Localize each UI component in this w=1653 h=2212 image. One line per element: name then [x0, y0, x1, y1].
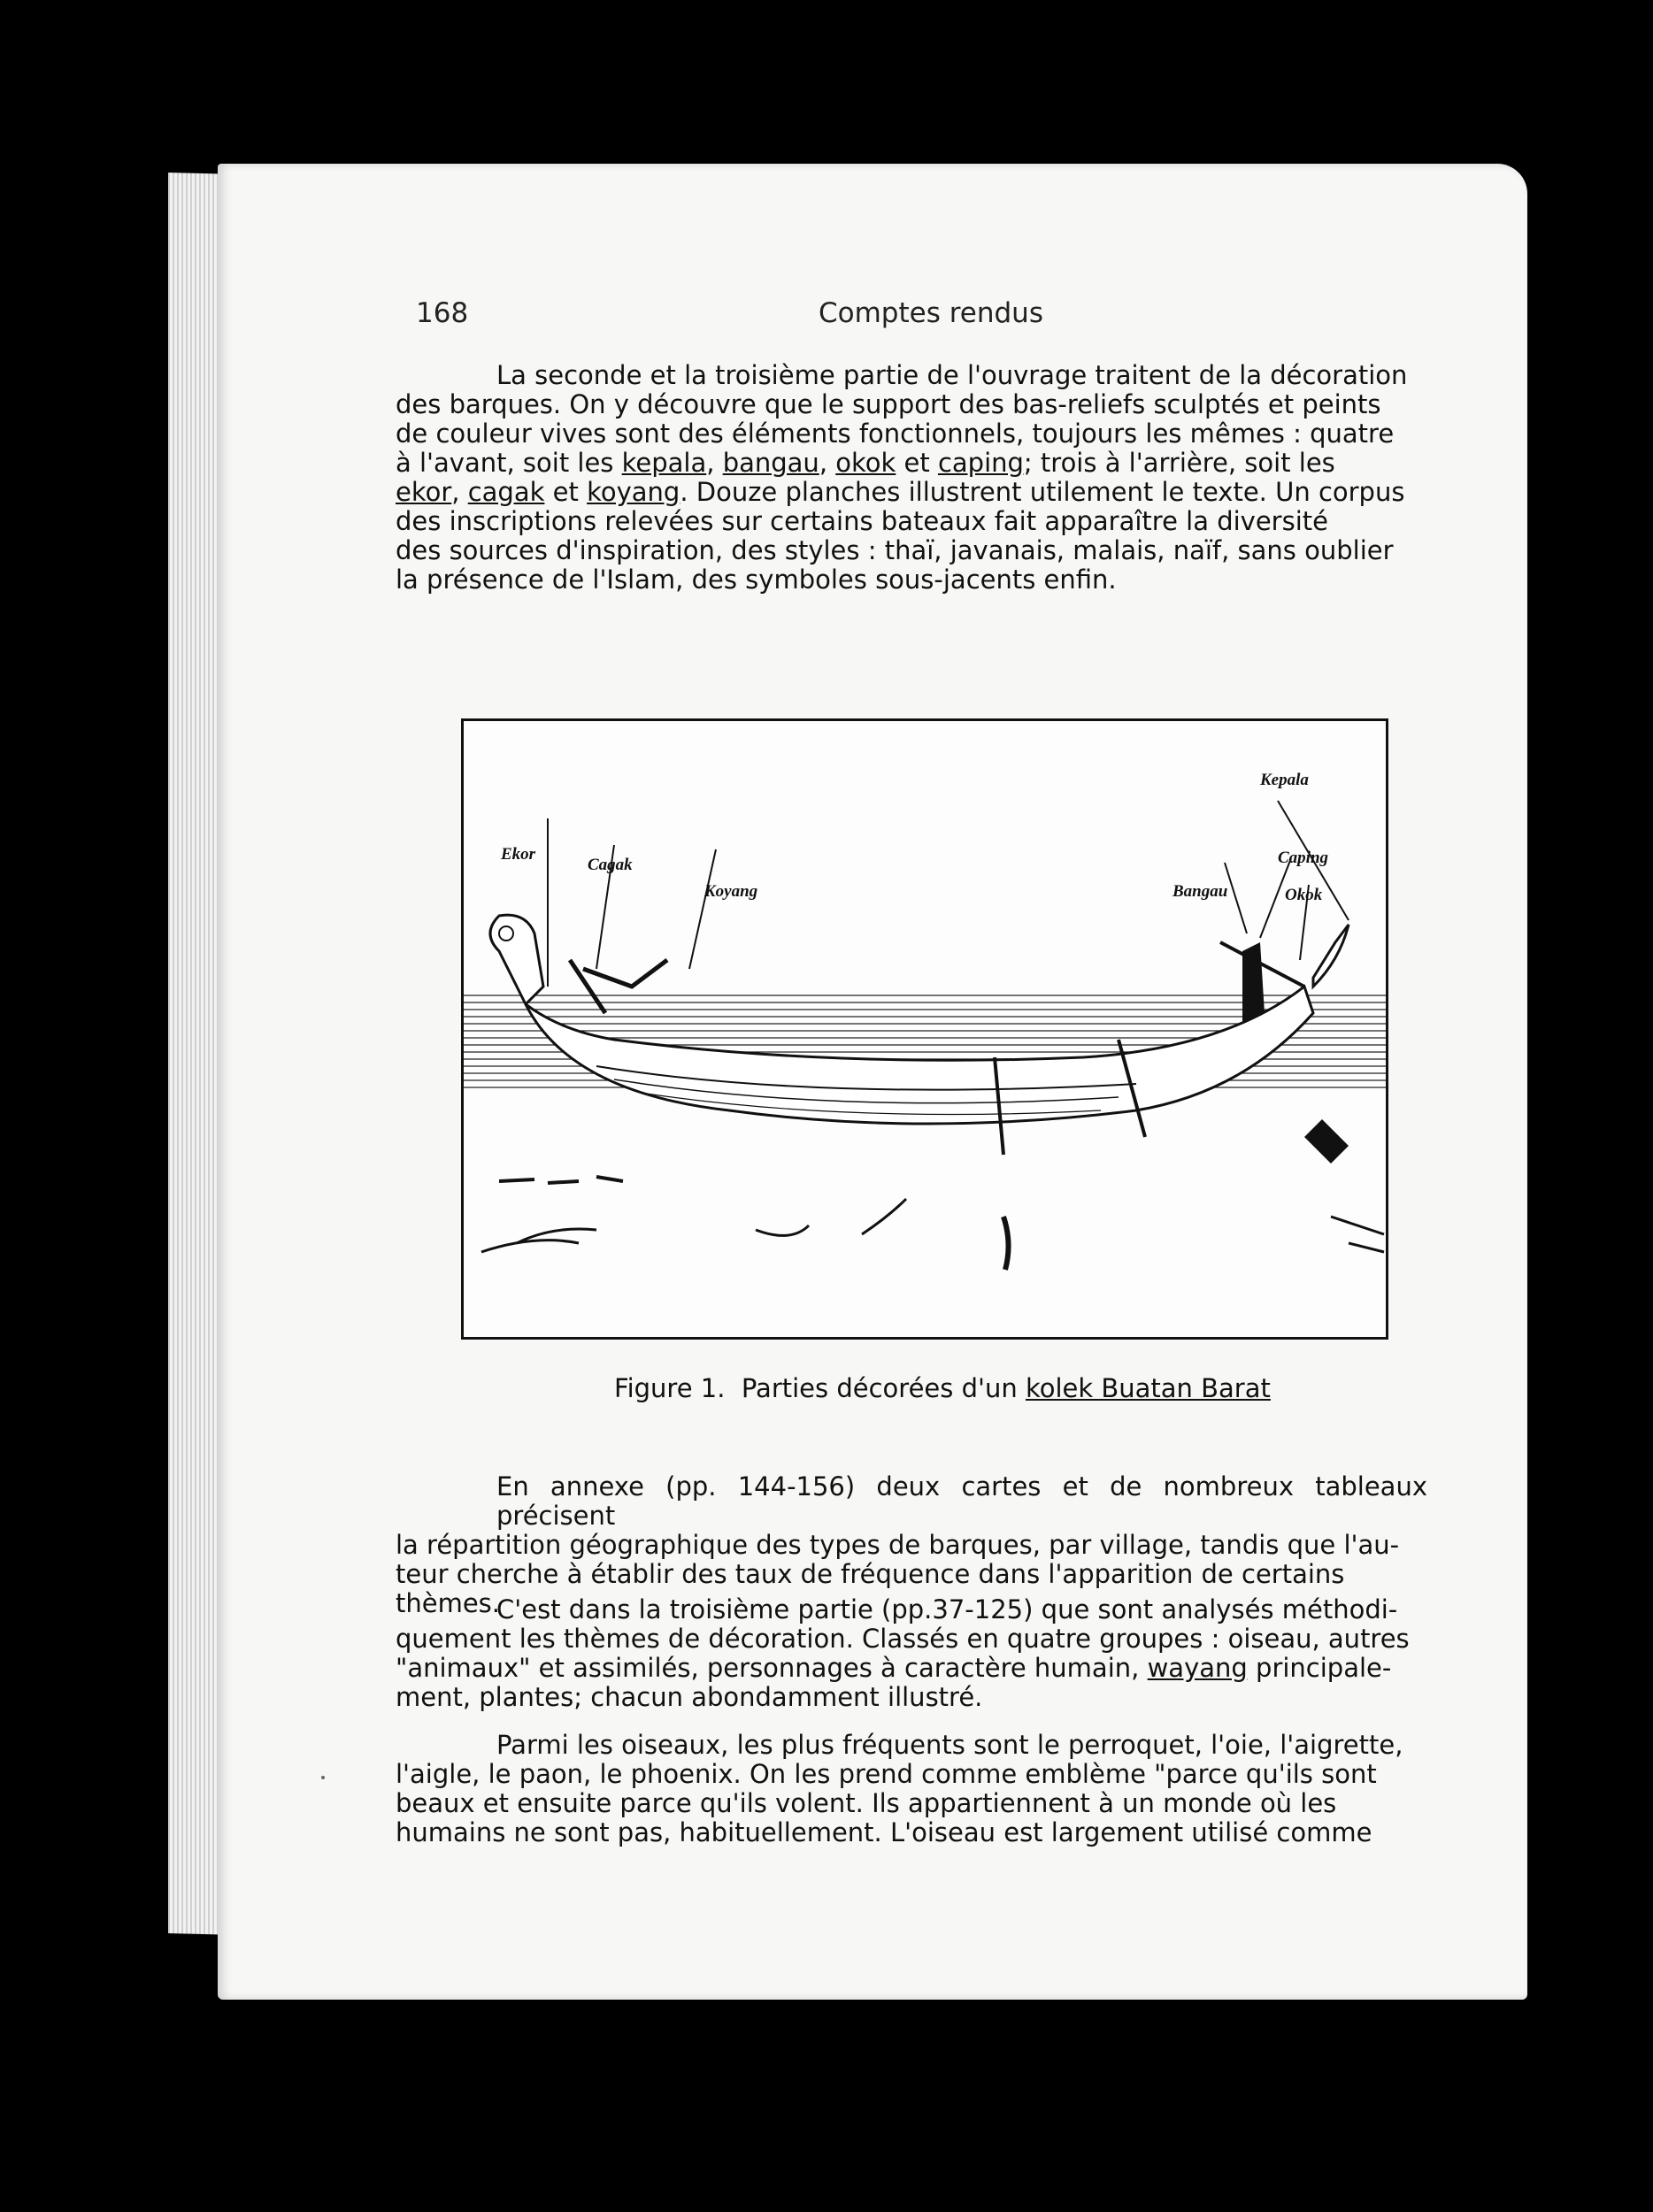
label-okok: Okok: [1285, 886, 1323, 904]
text-line: à l'avant, soit les kepala, bangau, okok et caping; trois à l'arrière, soit les: [396, 448, 1335, 478]
text-line: des barques. On y découvre que le support des bas-reliefs sculptés et peints: [396, 389, 1381, 419]
term-wayang: wayang: [1147, 1653, 1248, 1683]
page-number: 168: [416, 297, 469, 329]
label-cagak: Cagak: [588, 856, 633, 874]
text-line: de couleur vives sont des éléments fonctionnels, toujours les mêmes : quatre: [396, 419, 1395, 449]
paragraph-themes: [396, 1595, 1420, 1712]
running-title: Comptes rendus: [819, 297, 1043, 329]
text-line: La seconde et la troisième partie de l'ouvrage traitent de la décoration: [496, 360, 1408, 390]
term-cagak: cagak: [467, 477, 545, 507]
term-koyang: koyang: [587, 477, 680, 507]
term-okok: okok: [835, 448, 896, 478]
text-line: thèmes.: [396, 1588, 501, 1618]
text-line: beaux et ensuite parce qu'ils volent. Ils appartiennent à un monde où les: [396, 1788, 1337, 1818]
label-ekor: Ekor: [501, 845, 536, 864]
text-line: des sources d'inspiration, des styles : thaï, javanais, malais, naïf, sans oublier: [396, 535, 1394, 565]
text-line: la répartition géographique des types de barques, par village, tandis que l'au-: [396, 1530, 1400, 1560]
term-ekor: ekor: [396, 477, 452, 507]
text-line: ekor, cagak et koyang. Douze planches illustrent utilement le texte. Un corpus: [396, 477, 1405, 507]
text-line: la présence de l'Islam, des symboles sous-jacents enfin.: [396, 565, 1117, 595]
text-line: "animaux" et assimilés, personnages à caractère humain, wayang principale-: [396, 1653, 1392, 1683]
text-line: quement les thèmes de décoration. Classés en quatre groupes : oiseau, autres: [396, 1624, 1410, 1654]
text-line: ment, plantes; chacun abondamment illustré.: [396, 1682, 983, 1712]
text-line: En annexe (pp. 144-156) deux cartes et de nombreux tableaux précisent: [496, 1471, 1427, 1531]
text-line: humains ne sont pas, habituellement. L'oiseau est largement utilisé comme: [396, 1817, 1372, 1847]
paragraph-decoration: [396, 361, 1438, 595]
page-speck: [321, 1776, 325, 1779]
text-line: Parmi les oiseaux, les plus fréquents sont le perroquet, l'oie, l'aigrette,: [496, 1730, 1403, 1760]
term-caping: caping: [937, 448, 1024, 478]
caption-boat-type: kolek Buatan Barat: [1025, 1373, 1271, 1403]
label-caping: Caping: [1278, 849, 1329, 867]
label-koyang: Koyang: [704, 882, 758, 901]
figure-caption: Figure 1. Parties décorées d'un kolek Buatan Barat: [614, 1373, 1271, 1403]
text-line: teur cherche à établir des taux de fréquence dans l'apparition de certains: [396, 1559, 1345, 1589]
text-line: des inscriptions relevées sur certains bateaux fait apparaître la diversité: [396, 506, 1328, 536]
boat-figure: [461, 718, 1388, 1340]
label-bangau: Bangau: [1172, 882, 1228, 901]
term-kepala: kepala: [621, 448, 707, 478]
page-header: [416, 297, 1425, 336]
text-line: C'est dans la troisième partie (pp.37-125) que sont analysés méthodi-: [496, 1594, 1398, 1624]
boat-illustration: [464, 721, 1386, 1337]
term-bangau: bangau: [722, 448, 819, 478]
text-line: l'aigle, le paon, le phoenix. On les prend comme emblème "parce qu'ils sont: [396, 1759, 1377, 1789]
paragraph-birds: [396, 1731, 1413, 1847]
label-kepala: Kepala: [1260, 771, 1309, 789]
